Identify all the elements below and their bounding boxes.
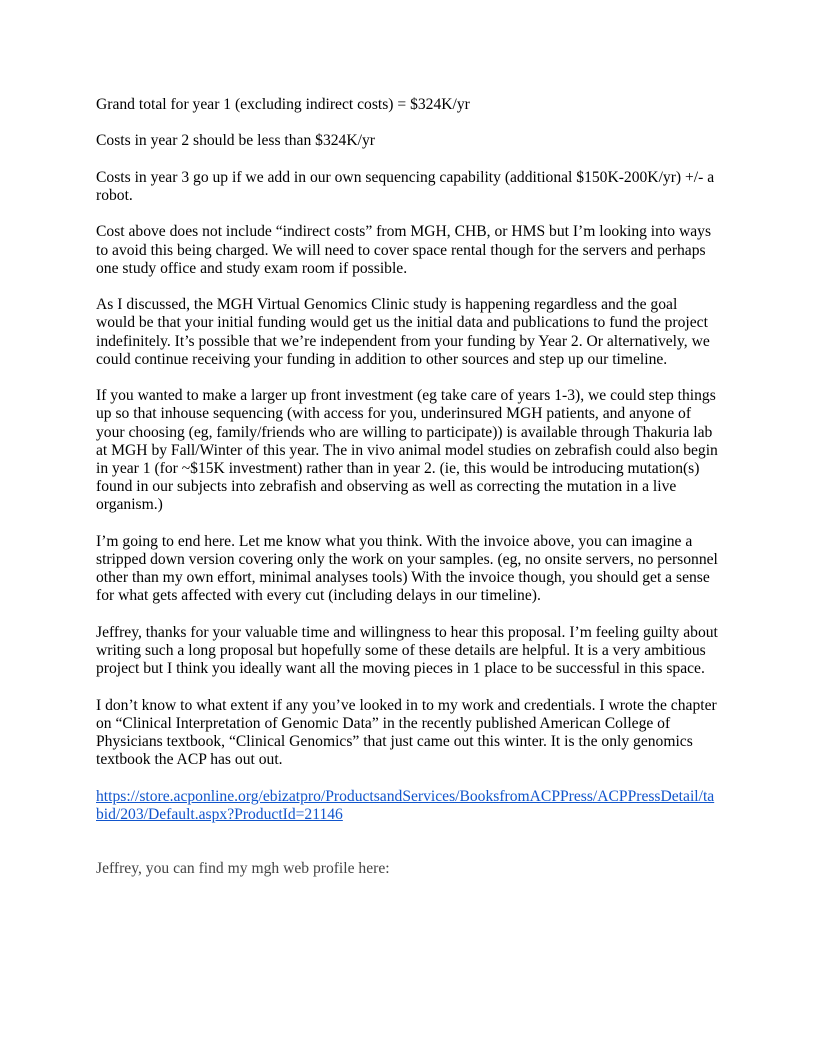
profile-paragraph: Jeffrey, you can find my mgh web profile here: [96, 859, 390, 877]
document-page [96, 96, 720, 896]
credentials-paragraph: I don’t know to what extent if any you’ve looked in to my work and credentials. I wrote the chapter on “Clinical Interpretation of Genomic Data” in the recently published American College of Physicians textbook, “Clinical Genomics” that just came out this winter. It is the only genomics textbook the ACP has out out. [96, 696, 717, 769]
funding-discussion-paragraph: As I discussed, the MGH Virtual Genomics Clinic study is happening regardless and the goal would be that your initial funding would get us the initial data and publications to fund the project indefinitely. It’s possible that we’re independent from your funding by Year 2. Or alternatively, we could continue receiving your funding in addition to other sources and step up our timeline. [96, 296, 710, 368]
link-paragraph [96, 788, 720, 824]
year-2-costs-paragraph: Costs in year 2 should be less than $324K/yr [96, 132, 375, 150]
indirect-costs-paragraph: Cost above does not include “indirect costs” from MGH, CHB, or HMS but I’m looking into ways to avoid this being charged. We will need to cover space rental though for the servers and perhaps one study office and study exam room if possible. [96, 223, 712, 277]
grand-total-paragraph: Grand total for year 1 (excluding indirect costs) = $324K/yr [96, 96, 470, 113]
investment-options-paragraph: If you wanted to make a larger up front investment (eg take care of years 1-3), we could step things up so that inhouse sequencing (with access for you, underinsured MGH patients, and anyone of your choosing (eg, family/friends who are willing to participate)) is available through Thakuria lab at MGH by Fall/Winter of this year. The in vivo animal model studies on zebrafish could also begin in year 1 (for ~$15K investment) rather than in year 2. (ie, this would be introducing mutation(s) found in our subjects into zebrafish and observing as well as correcting the mutation in a live organism.) [96, 387, 718, 514]
thanks-paragraph: Jeffrey, thanks for your valuable time and willingness to hear this proposal. I’m feeling guilty about writing such a long proposal but hopefully some of these details are helpful. It is a very ambitious project but I think you ideally want all the moving pieces in 1 place to be successful in this space. [96, 623, 718, 678]
year-3-costs-paragraph: Costs in year 3 go up if we add in our own sequencing capability (additional $150K-200K/yr) +/- a robot. [96, 168, 715, 204]
closing-paragraph: I’m going to end here. Let me know what you think. With the invoice above, you can imagine a stripped down version covering only the work on your samples. (eg, no onsite servers, no personnel other than my own effort, minimal analyses tools) With the invoice though, you should get a sense for what gets affected with every cut (including delays in our timeline). [96, 532, 718, 605]
acp-store-link[interactable]: https://store.acponline.org/ebizatpro/ProductsandServices/BooksfromACPPress/ACPPressDetail/tabid/203/Default.aspx?ProductId=21146 [96, 787, 715, 823]
